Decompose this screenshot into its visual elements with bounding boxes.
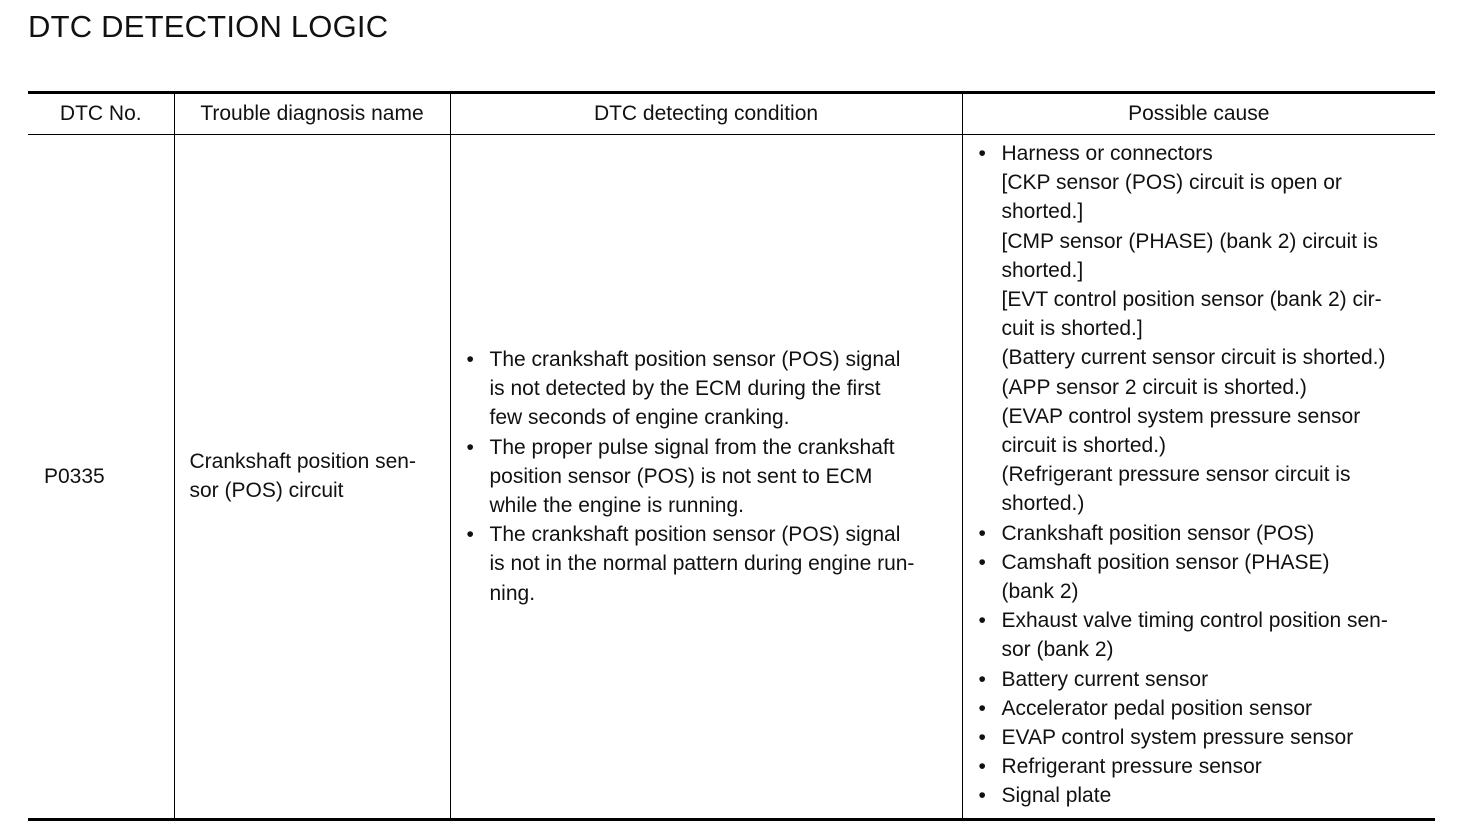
condition-line: while the engine is running. [489,493,745,517]
condition-item [465,345,956,433]
condition-line: • The proper pulse signal from the crankshaft [489,435,895,459]
cause-list [977,139,1432,811]
cause-line: • Accelerator pedal position sensor [1001,696,1313,720]
trouble-diagnosis-name-cell [174,135,450,820]
condition-line: few seconds of engine cranking. [489,406,790,430]
cause-line: • Signal plate [1001,784,1112,808]
cause-item [977,139,1432,519]
cause-line: (APP sensor 2 circuit is shorted.) [1001,375,1307,399]
cause-line: • Exhaust valve timing control position sen- [1001,609,1388,633]
cause-line: • Harness or connectors [1001,142,1213,165]
detecting-condition-cell [450,135,962,820]
header-possible-cause: Possible cause [962,93,1435,135]
header-dtc-detecting-condition: DTC detecting condition [450,93,962,135]
cause-item [977,519,1432,548]
condition-line: is not in the normal pattern during engine run- [489,552,915,576]
cause-line: (Refrigerant pressure sensor circuit is [1001,463,1351,487]
cause-line: (Battery current sensor circuit is shorted.) [1001,346,1386,370]
cause-line: • Crankshaft position sensor (POS) [1001,521,1315,545]
condition-line: • The crankshaft position sensor (POS) signal [489,523,901,547]
cause-line: shorted.] [1001,200,1084,224]
diagnosis-name-line: Crankshaft position sen- [189,450,416,474]
condition-item [465,520,956,608]
dtc-detection-table [28,91,1435,821]
cause-line: • Battery current sensor [1001,667,1209,691]
cause-item [977,665,1432,694]
header-trouble-diagnosis-name: Trouble diagnosis name [174,93,450,135]
cause-line: • Camshaft position sensor (PHASE) [1001,550,1330,574]
cause-line: • Refrigerant pressure sensor [1001,755,1262,779]
cause-item [977,606,1432,664]
cause-line: [CKP sensor (POS) circuit is open or [1001,171,1342,195]
cause-line: shorted.) [1001,492,1085,516]
cause-item [977,723,1432,752]
cause-item [977,548,1432,606]
table-header-row [28,93,1435,135]
cause-line: cuit is shorted.] [1001,317,1143,341]
cause-line: [CMP sensor (PHASE) (bank 2) circuit is [1001,229,1379,253]
header-dtc-no: DTC No. [59,102,142,126]
cause-line: circuit is shorted.) [1001,434,1167,458]
condition-line: position sensor (POS) is not sent to ECM [489,464,873,488]
cause-line: (bank 2) [1001,580,1079,604]
dtc-number-cell: P0335 [44,464,105,488]
diagnosis-name-line: sor (POS) circuit [189,479,344,503]
page-title: DTC DETECTION LOGIC [28,9,389,44]
cause-item [977,694,1432,723]
condition-line: is not detected by the ECM during the first [489,377,881,401]
condition-line: • The crankshaft position sensor (POS) signal [489,347,901,371]
condition-list [465,345,956,608]
condition-item [465,433,956,521]
cause-line: shorted.] [1001,258,1084,282]
cause-line: [EVT control position sensor (bank 2) cir- [1001,288,1382,312]
cause-line: sor (bank 2) [1001,638,1114,662]
table-row [28,135,1435,820]
cause-item [977,781,1432,810]
cause-item [977,752,1432,781]
possible-cause-cell [962,135,1435,820]
cause-line: (EVAP control system pressure sensor [1001,404,1361,428]
cause-line: • EVAP control system pressure sensor [1001,726,1354,750]
condition-line: ning. [489,581,536,605]
